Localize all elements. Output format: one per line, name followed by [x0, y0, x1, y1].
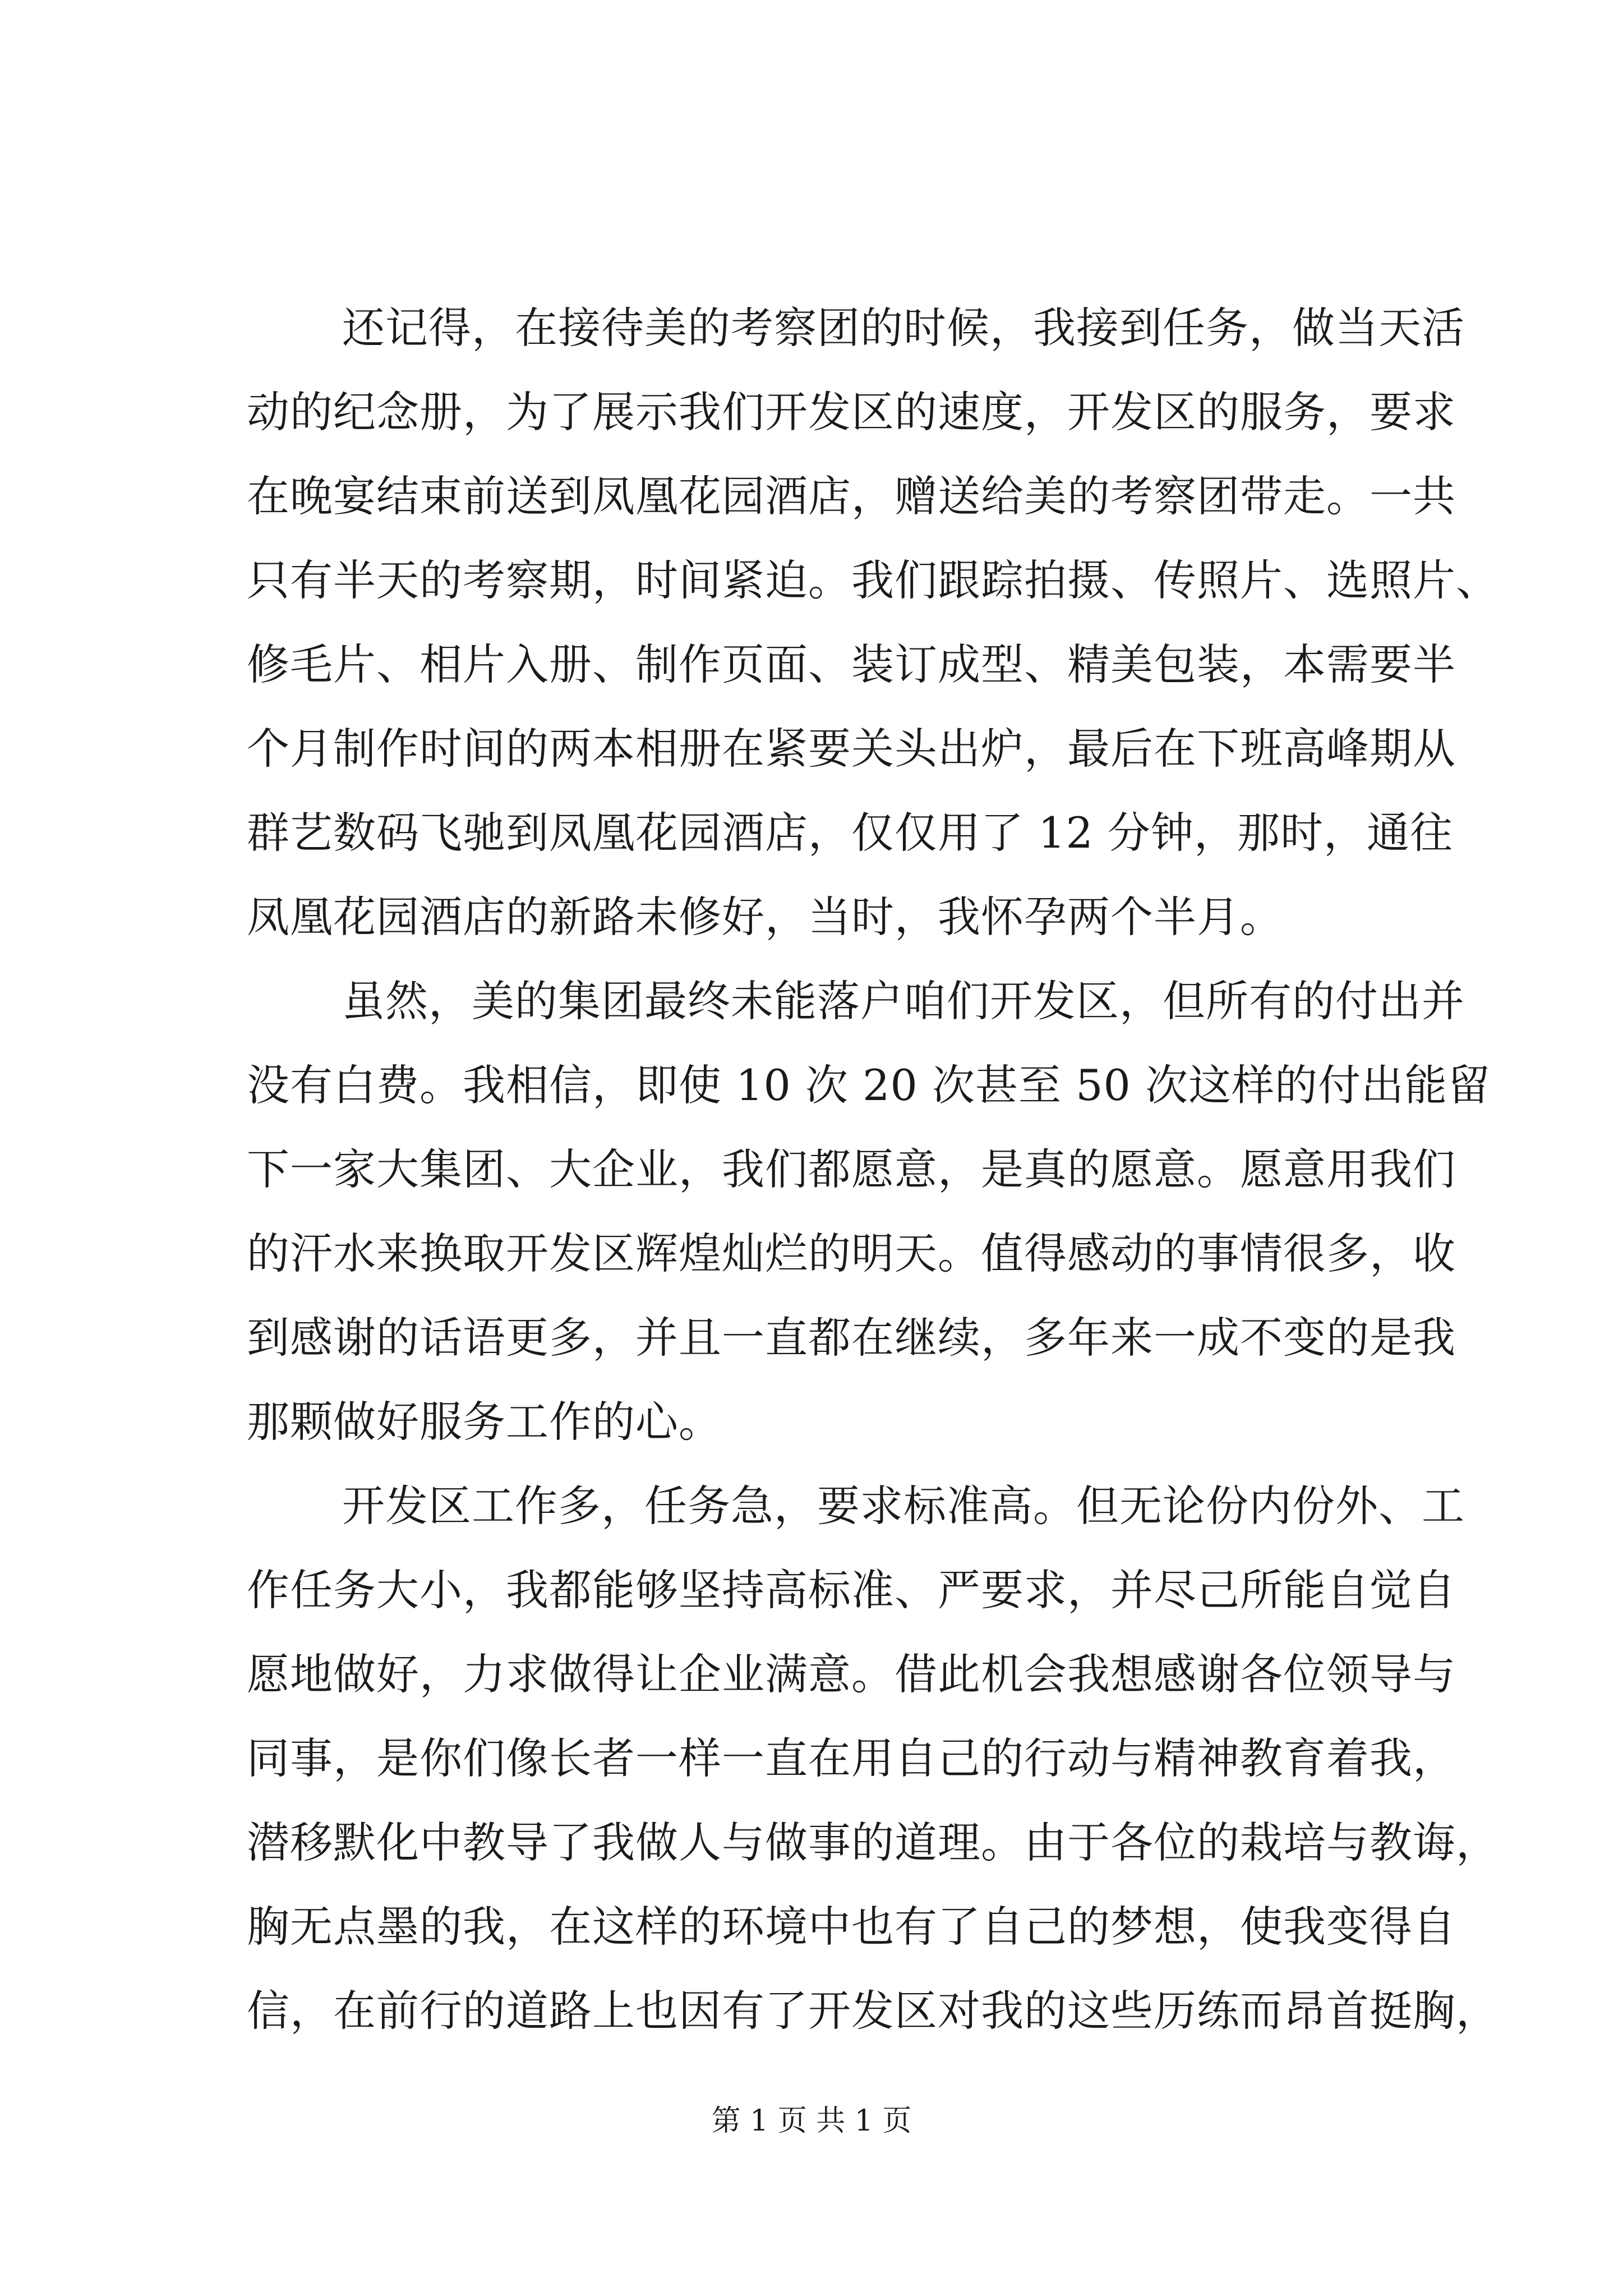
text-line: 没有白费。我相信，即使 10 次 20 次甚至 50 次这样的付出能留 — [247, 1060, 1491, 1110]
text-line: 只有半天的考察期，时间紧迫。我们跟踪拍摄、传照片、选照片、 — [247, 555, 1499, 605]
text-line: 到感谢的话语更多，并且一直都在继续，多年来一成不变的是我 — [247, 1313, 1456, 1363]
text-line: 潜移默化中教导了我做人与做事的道理。由于各位的栽培与教诲， — [247, 1818, 1499, 1867]
text-line: 信，在前行的道路上也因有了开发区对我的这些历练而昂首挺胸， — [247, 1986, 1499, 2036]
text-line: 个月制作时间的两本相册在紧要关头出炉，最后在下班高峰期从 — [247, 724, 1456, 774]
paragraph-2 — [247, 959, 1491, 1464]
page-footer: 第 1 页 共 1 页 — [711, 2104, 912, 2138]
text-line: 凤凰花园酒店的新路未修好，当时，我怀孕两个半月。 — [247, 892, 1283, 942]
text-line: 胸无点墨的我，在这样的环境中也有了自己的梦想，使我变得自 — [247, 1902, 1456, 1952]
paragraph-3 — [247, 1464, 1499, 2053]
document-body — [247, 286, 1499, 2053]
text-line: 群艺数码飞驰到凤凰花园酒店，仅仅用了 12 分钟，那时，通往 — [247, 808, 1454, 858]
text-line: 下一家大集团、大企业，我们都愿意，是真的愿意。愿意用我们 — [247, 1144, 1456, 1194]
text-line: 同事，是你们像长者一样一直在用自己的行动与精神教育着我， — [247, 1733, 1456, 1783]
text-line: 还记得，在接待美的考察团的时候，我接到任务，做当天活 — [342, 303, 1465, 353]
text-line: 作任务大小，我都能够坚持高标准、严要求，并尽己所能自觉自 — [247, 1565, 1456, 1615]
text-line: 动的纪念册，为了展示我们开发区的速度，开发区的服务，要求 — [247, 387, 1456, 437]
text-line: 在晚宴结束前送到凤凰花园酒店，赠送给美的考察团带走。一共 — [247, 471, 1456, 521]
text-line: 那颗做好服务工作的心。 — [247, 1397, 722, 1447]
text-line: 修毛片、相片入册、制作页面、装订成型、精美包装，本需要半 — [247, 639, 1456, 689]
text-line: 愿地做好，力求做得让企业满意。借此机会我想感谢各位领导与 — [247, 1649, 1456, 1699]
text-line: 开发区工作多，任务急，要求标准高。但无论份内份外、工 — [342, 1481, 1465, 1531]
text-line: 虽然，美的集团最终未能落户咱们开发区，但所有的付出并 — [342, 976, 1465, 1026]
text-line: 的汗水来换取开发区辉煌灿烂的明天。值得感动的事情很多，收 — [247, 1228, 1456, 1278]
paragraph-1 — [247, 286, 1499, 959]
